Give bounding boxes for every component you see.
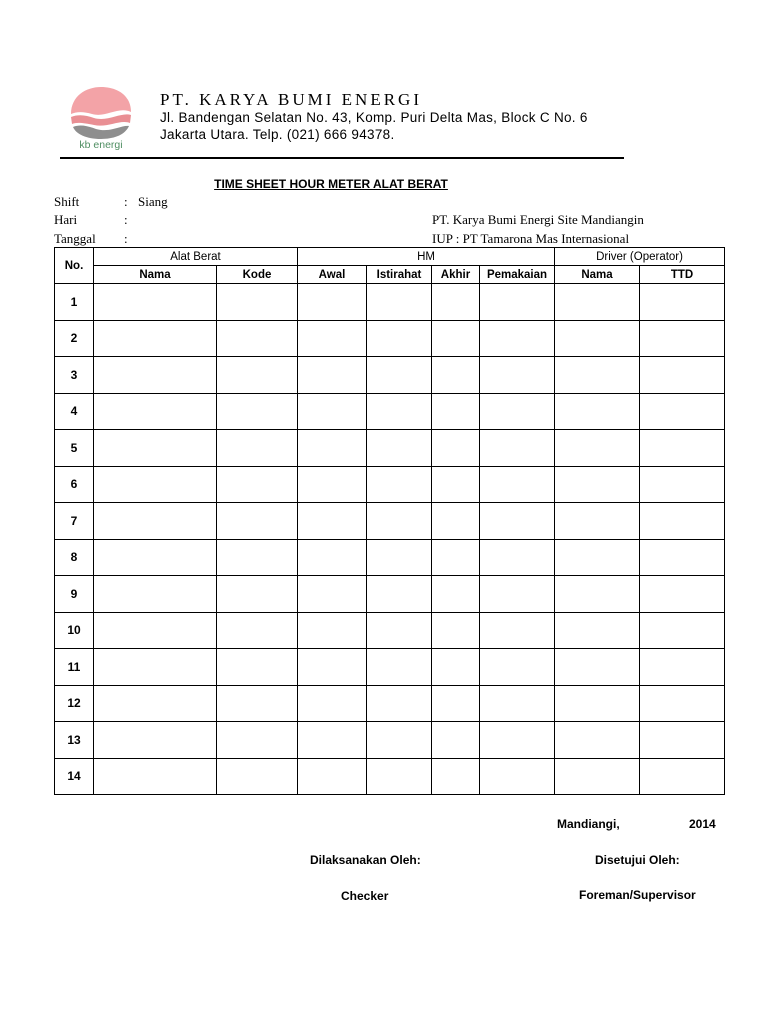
header-pemakaian: Pemakaian [480,266,555,284]
table-cell[interactable] [480,430,555,467]
row-number: 1 [55,284,94,321]
table-cell[interactable] [480,576,555,613]
header-alat-berat: Alat Berat [94,248,298,266]
table-cell[interactable] [640,357,725,394]
table-cell[interactable] [367,466,432,503]
table-cell[interactable] [640,685,725,722]
header-akhir: Akhir [432,266,480,284]
table-cell[interactable] [480,758,555,795]
table-cell[interactable] [432,539,480,576]
approved-by-label: Disetujui Oleh: [595,853,680,867]
table-row [55,685,725,722]
logo-bottom-wave [73,126,129,139]
site-name: PT. Karya Bumi Energi Site Mandiangin [432,212,644,227]
table-cell[interactable] [555,649,640,686]
table-cell[interactable] [640,612,725,649]
table-cell[interactable] [432,576,480,613]
timesheet-table [54,247,725,795]
table-cell[interactable] [217,284,298,321]
table-cell[interactable] [217,685,298,722]
header-ttd: TTD [640,266,725,284]
header-driver-nama: Nama [555,266,640,284]
table-cell[interactable] [432,722,480,759]
logo-text: kb energi [79,139,123,150]
table-cell[interactable] [298,758,367,795]
table-cell[interactable] [217,466,298,503]
table-cell[interactable] [367,393,432,430]
row-number: 9 [55,576,94,613]
table-cell[interactable] [367,612,432,649]
table-cell[interactable] [555,357,640,394]
table-cell[interactable] [555,685,640,722]
table-cell[interactable] [217,758,298,795]
logo-middle-band [71,114,131,125]
table-cell[interactable] [555,722,640,759]
table-cell[interactable] [640,430,725,467]
table-cell[interactable] [432,320,480,357]
row-number: 5 [55,430,94,467]
table-cell[interactable] [217,612,298,649]
tanggal-colon: : [124,231,128,246]
table-cell[interactable] [298,539,367,576]
table-cell[interactable] [480,320,555,357]
iup-text: IUP : PT Tamarona Mas Internasional [432,231,630,246]
header-kode: Kode [217,266,298,284]
table-cell[interactable] [555,503,640,540]
table-cell[interactable] [217,393,298,430]
row-number: 13 [55,722,94,759]
table-cell[interactable] [367,430,432,467]
table-cell[interactable] [432,685,480,722]
table-cell[interactable] [298,466,367,503]
row-number: 12 [55,685,94,722]
table-cell[interactable] [480,612,555,649]
table-cell[interactable] [367,685,432,722]
table-cell[interactable] [367,576,432,613]
header-nama: Nama [94,266,217,284]
table-cell[interactable] [480,649,555,686]
table-row [55,539,725,576]
table-cell[interactable] [298,320,367,357]
table-cell[interactable] [298,685,367,722]
table-cell[interactable] [94,612,217,649]
table-cell[interactable] [432,466,480,503]
header-driver: Driver (Operator) [555,248,725,266]
table-row [55,649,725,686]
table-cell[interactable] [298,430,367,467]
table-cell[interactable] [480,722,555,759]
header-awal: Awal [298,266,367,284]
table-cell[interactable] [94,649,217,686]
table-cell[interactable] [298,503,367,540]
table-cell[interactable] [480,357,555,394]
table-cell[interactable] [432,357,480,394]
table-cell[interactable] [94,284,217,321]
table-cell[interactable] [217,430,298,467]
table-cell[interactable] [432,430,480,467]
header-hm: HM [298,248,555,266]
table-cell[interactable] [217,357,298,394]
table-cell[interactable] [555,284,640,321]
table-cell[interactable] [217,320,298,357]
table-cell[interactable] [217,576,298,613]
row-number: 7 [55,503,94,540]
table-cell[interactable] [432,649,480,686]
footer-year: 2014 [689,817,716,831]
table-row [55,430,725,467]
table-cell[interactable] [640,649,725,686]
header-no: No. [55,248,94,284]
table-cell[interactable] [640,393,725,430]
table-cell[interactable] [367,649,432,686]
shift-value: Siang [138,194,168,209]
table-cell[interactable] [367,539,432,576]
table-cell[interactable] [298,722,367,759]
logo-top-wave [71,87,131,115]
table-cell[interactable] [94,758,217,795]
table-cell[interactable] [480,393,555,430]
table-cell[interactable] [94,320,217,357]
row-number: 8 [55,539,94,576]
table-cell[interactable] [94,466,217,503]
table-cell[interactable] [480,539,555,576]
table-cell[interactable] [480,503,555,540]
table-row [55,612,725,649]
company-name: PT. KARYA BUMI ENERGI [160,90,422,109]
table-cell[interactable] [640,503,725,540]
table-cell[interactable] [555,758,640,795]
tanggal-label: Tanggal [54,231,96,246]
table-row [55,576,725,613]
table-cell[interactable] [94,685,217,722]
table-cell[interactable] [217,722,298,759]
table-cell[interactable] [555,466,640,503]
table-cell[interactable] [94,539,217,576]
table-cell[interactable] [367,722,432,759]
table-cell[interactable] [555,320,640,357]
table-cell[interactable] [367,320,432,357]
table-cell[interactable] [217,503,298,540]
shift-colon: : [124,194,128,209]
foreman-label: Foreman/Supervisor [579,888,696,902]
table-cell[interactable] [298,357,367,394]
row-number: 3 [55,357,94,394]
document-title: TIME SHEET HOUR METER ALAT BERAT [214,177,448,191]
table-cell[interactable] [480,284,555,321]
table-cell[interactable] [640,284,725,321]
row-number: 11 [55,649,94,686]
table-cell[interactable] [480,466,555,503]
table-cell[interactable] [480,685,555,722]
table-cell[interactable] [94,430,217,467]
row-number: 6 [55,466,94,503]
table-row [55,758,725,795]
shift-label: Shift [54,194,80,209]
table-cell[interactable] [367,503,432,540]
hari-label: Hari [54,212,78,227]
table-cell[interactable] [298,612,367,649]
table-cell[interactable] [298,576,367,613]
table-cell[interactable] [432,284,480,321]
table-cell[interactable] [94,576,217,613]
timesheet-body [55,284,725,795]
footer-place: Mandiangi, [557,817,620,831]
table-row [55,357,725,394]
table-cell[interactable] [367,284,432,321]
company-address-line2: Jakarta Utara. Telp. (021) 666 94378. [160,127,395,142]
table-row [55,320,725,357]
header-istirahat: Istirahat [367,266,432,284]
table-cell[interactable] [640,539,725,576]
hari-colon: : [124,212,128,227]
header-divider [60,157,624,159]
table-cell[interactable] [555,393,640,430]
table-cell[interactable] [432,758,480,795]
kb-energi-logo [66,84,136,150]
table-row [55,284,725,321]
row-number: 10 [55,612,94,649]
executed-by-label: Dilaksanakan Oleh: [310,853,421,867]
table-cell[interactable] [217,649,298,686]
table-cell[interactable] [640,466,725,503]
table-cell[interactable] [298,284,367,321]
row-number: 4 [55,393,94,430]
table-row [55,722,725,759]
row-number: 14 [55,758,94,795]
table-cell[interactable] [94,503,217,540]
table-cell[interactable] [298,393,367,430]
table-cell[interactable] [640,758,725,795]
table-row [55,503,725,540]
table-cell[interactable] [555,612,640,649]
table-cell[interactable] [432,393,480,430]
table-row [55,393,725,430]
table-cell[interactable] [555,539,640,576]
table-cell[interactable] [94,393,217,430]
table-cell[interactable] [432,612,480,649]
company-address-line1: Jl. Bandengan Selatan No. 43, Komp. Puri Delta Mas, Block C No. 6 [160,110,588,125]
table-cell[interactable] [640,576,725,613]
row-number: 2 [55,320,94,357]
table-cell[interactable] [367,758,432,795]
table-cell[interactable] [555,576,640,613]
table-cell[interactable] [298,649,367,686]
table-cell[interactable] [217,539,298,576]
table-row [55,466,725,503]
table-cell[interactable] [94,357,217,394]
table-cell[interactable] [367,357,432,394]
checker-label: Checker [341,889,389,903]
table-cell[interactable] [640,320,725,357]
table-cell[interactable] [94,722,217,759]
table-cell[interactable] [555,430,640,467]
table-cell[interactable] [432,503,480,540]
table-cell[interactable] [640,722,725,759]
